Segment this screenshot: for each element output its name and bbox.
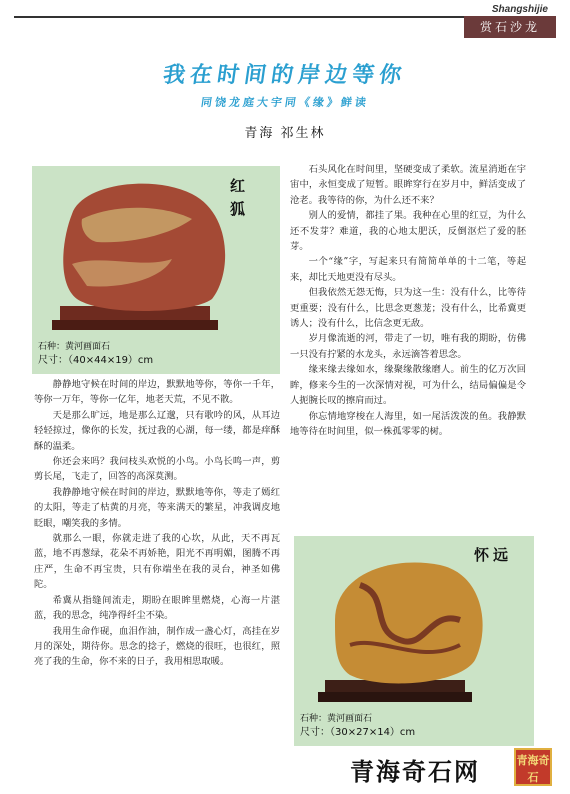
site-logo: 青海奇石 [514, 748, 552, 786]
paragraph: 你还会来吗？我问枝头欢悦的小鸟。小鸟长鸣一声，剪剪长尾，飞走了，回答的高深莫测。 [34, 456, 280, 483]
paragraph: 缘来缘去缘如水，缘聚缘散缘磨人。前生的亿万次回眸，修来今生的一次深情对视，可为什么，结局偏偏是令人扼腕长叹的擦肩而过。 [290, 364, 526, 407]
article-title: 我在时间的岸边等你 [161, 62, 409, 88]
paragraph: 希冀从指缝间流走，期盼在眼眸里燃烧，心海一片湛蓝，我的思念，纯净得纤尘不染。 [34, 594, 280, 622]
left-column [34, 377, 280, 670]
stone-size-1: 尺寸：（40×44×19）cm [38, 355, 154, 366]
paragraph: 但我依然无怨无悔，只为这一生：没有什么，比等待更重要；没有什么，比思念更葱茏；没有什么，比希冀更诱人；没有什么，比信念更无敌。 [290, 287, 526, 330]
paragraph: 别人的爱情，都挂了果。我种在心里的红豆，为什么还不发芽？难道，我的心地太肥沃，反倒沤烂了爱的胚芽。 [290, 210, 526, 253]
stone-size-2: 尺寸：（30×27×14）cm [300, 727, 416, 738]
paragraph: 你忘情地穿梭在人海里，如一尾活泼泼的鱼。我静默地等待在时间里，似一株孤零零的树。 [290, 410, 526, 437]
paragraph: 我用生命作砚，血泪作油，制作成一盏心灯，高挂在岁月的深处，期待你。思念的捻子，燃烧的很旺，也很红，照亮了我的生命，你不来的日子，我用相思取暖。 [34, 625, 280, 668]
paragraph: 天是那么旷远，地是那么辽邈，只有歌吟的风，从耳边轻轻掠过，像你的长发，抚过我的心湖，每一缕，都是痒酥酥的温柔。 [34, 409, 280, 452]
stone-image-2 [310, 550, 500, 710]
paragraph: 石头风化在时间里，坚硬变成了柔软。流星消逝在宇宙中，永恒变成了短暂。眼眸穿行在岁月中，鲜活变成了沧老。我等待的你，为什么还不来？ [290, 164, 526, 206]
stone-name-2: 怀远 [473, 546, 512, 564]
right-column [290, 162, 526, 439]
stone-image-1 [42, 174, 242, 339]
paragraph: 岁月像流逝的河，带走了一切，唯有我的期盼，仿佛一只没有拧紧的水龙头，永远滴答着思念。 [290, 333, 526, 360]
stone-caption-2 [300, 712, 415, 740]
stone-photo-hong-hu [32, 166, 280, 374]
header-english: Shangshijie [491, 4, 548, 15]
paragraph: 就那么一眼，你就走进了我的心坎，从此，天不再瓦蓝，地不再葱绿，花朵不再娇艳，阳光不再明媚，图腾不再庄严，生命不再宝贵，只有你端坐在我的灵台，神圣如佛陀。 [34, 533, 280, 591]
column-tab: 赏石沙龙 [464, 16, 556, 38]
paragraph: 我静静地守候在时间的岸边，默默地等你，等走了嫣红的太阳，等走了枯黄的月亮，等来满天的繁星，冲我调皮地眨眼，嘲笑我的多情。 [34, 486, 280, 529]
stone-photo-huai-yuan [294, 536, 534, 746]
stone-caption-1 [38, 340, 153, 368]
paragraph: 一个“缘”字，写起来只有简简单单的十二笔，等起来，却比天地更没有尽头。 [290, 256, 526, 283]
stone-type-1: 石种：黄河画面石 [38, 342, 111, 352]
stone-name-1: 红狐 [228, 178, 246, 224]
author-line: 青海 祁生林 [244, 126, 326, 141]
article-subtitle: 同饶龙庭大宇同《缘》鲜读 [200, 96, 370, 109]
paragraph: 静静地守候在时间的岸边，默默地等你，等你一千年，等你一万年，等你一亿年，地老天荒，不见不散。 [34, 379, 280, 406]
brand-text: 青海奇石网 [350, 757, 480, 786]
stone-type-2: 石种：黄河画面石 [300, 714, 373, 724]
